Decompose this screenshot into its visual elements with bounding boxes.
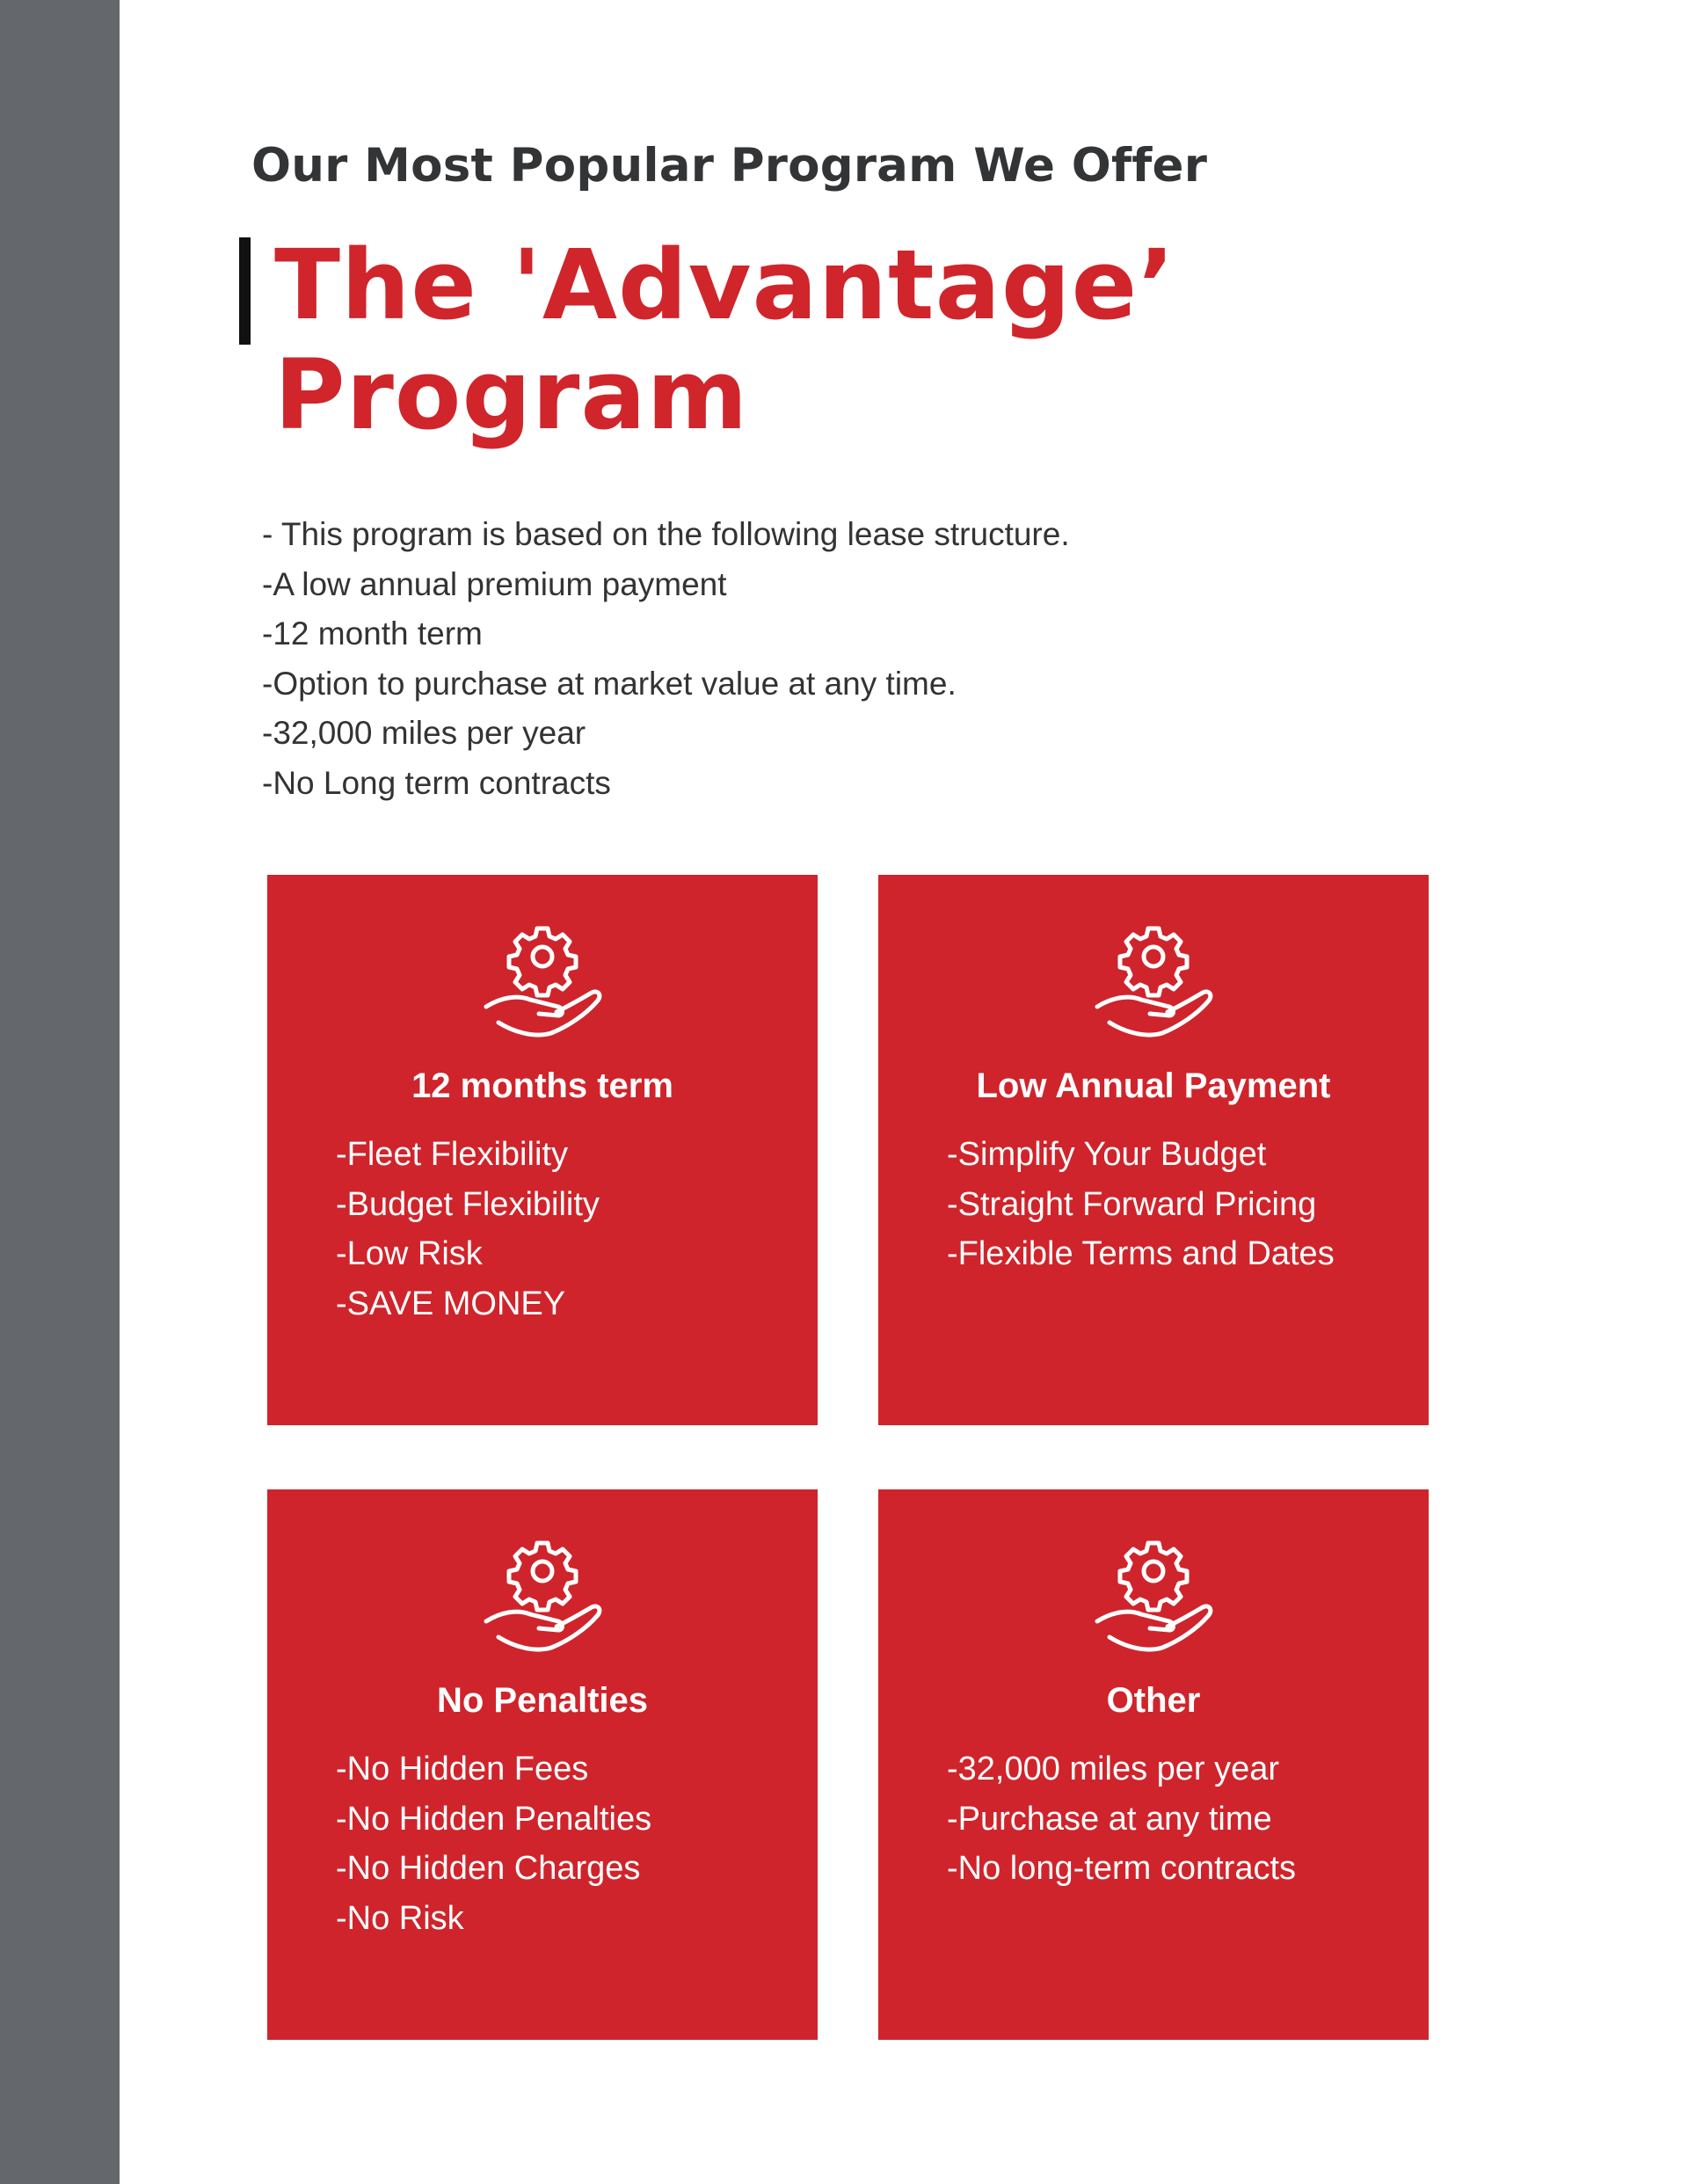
card-feature-item: -No Hidden Fees	[336, 1751, 589, 1787]
program-intro-list	[262, 510, 1070, 808]
gear-in-hand-icon	[483, 924, 602, 1038]
title-accent-bar	[239, 237, 251, 345]
intro-item: -12 month term	[262, 615, 483, 652]
card-feature-item: -Straight Forward Pricing	[947, 1185, 1317, 1223]
card-title: 12 months term	[411, 1067, 673, 1105]
card-title: Low Annual Payment	[976, 1067, 1331, 1105]
card-feature-item: -Flexible Terms and Dates	[947, 1235, 1335, 1272]
page-title	[274, 230, 1175, 450]
card-feature-item: -Purchase at any time	[947, 1800, 1272, 1838]
intro-item: -A low annual premium payment	[262, 565, 727, 602]
gear-in-hand-icon	[1094, 1539, 1213, 1653]
card-feature-list	[947, 1130, 1335, 1279]
card-feature-item: -Simplify Your Budget	[947, 1136, 1267, 1173]
gear-in-hand-icon	[1094, 924, 1213, 1038]
card-feature-item: -No Risk	[336, 1899, 464, 1937]
card-title: Other	[1106, 1681, 1201, 1720]
card-no-penalties	[267, 1489, 818, 2040]
card-feature-item: -Low Risk	[336, 1235, 483, 1272]
card-feature-item: -No Hidden Penalties	[336, 1800, 652, 1838]
intro-item: -32,000 miles per year	[262, 715, 586, 751]
page-title-line-2: Program	[274, 339, 749, 451]
card-feature-item: -No Hidden Charges	[336, 1850, 641, 1887]
card-feature-list	[336, 1744, 651, 1943]
gear-in-hand-icon	[483, 1539, 602, 1653]
page-subtitle: Our Most Popular Program We Offer	[251, 139, 1208, 193]
card-low-annual-payment	[878, 875, 1429, 1425]
intro-item: -No Long term contracts	[262, 764, 611, 801]
card-feature-item: -SAVE MONEY	[336, 1285, 566, 1322]
left-sidebar-band	[0, 0, 120, 2184]
card-feature-list	[336, 1130, 600, 1329]
card-feature-list	[947, 1744, 1296, 1894]
card-title: No Penalties	[436, 1681, 649, 1720]
intro-item: -Option to purchase at market value at any time.	[262, 665, 957, 702]
card-feature-item: -No long-term contracts	[947, 1850, 1297, 1887]
card-feature-item: -Budget Flexibility	[336, 1185, 600, 1223]
card-feature-item: -Fleet Flexibility	[336, 1136, 568, 1173]
card-12-months-term	[267, 875, 818, 1425]
intro-item: - This program is based on the following lease structure.	[262, 516, 1070, 552]
card-other	[878, 1489, 1429, 2040]
page-title-line-1: The 'Advantage’	[274, 229, 1175, 341]
card-feature-item: -32,000 miles per year	[947, 1751, 1280, 1787]
